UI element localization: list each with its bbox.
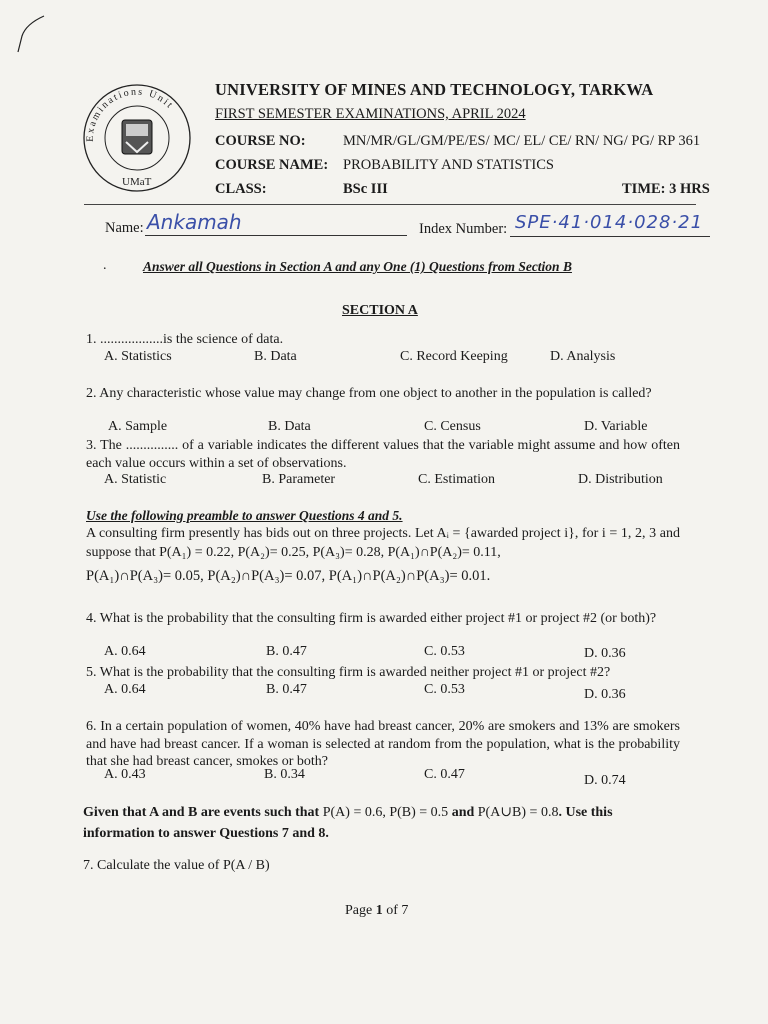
q5-option-a: A. 0.64 <box>104 682 146 697</box>
q6-option-c: C. 0.47 <box>424 767 465 782</box>
q5-option-d: D. 0.36 <box>584 687 626 702</box>
course-name-value: PROBABILITY AND STATISTICS <box>343 157 554 173</box>
header-divider <box>84 204 696 205</box>
q1-option-b: B. Data <box>254 349 297 364</box>
page-prefix: Page <box>345 903 376 918</box>
q3-option-d: D. Distribution <box>578 472 663 487</box>
q2-option-c: C. Census <box>424 419 481 434</box>
given-text-b: and <box>448 805 478 820</box>
course-name-label: COURSE NAME: <box>215 157 329 173</box>
course-name-row <box>215 157 554 174</box>
q1-option-a: A. Statistics <box>104 349 172 364</box>
university-title: UNIVERSITY OF MINES AND TECHNOLOGY, TARKWA <box>215 80 654 99</box>
exam-time: TIME: 3 HRS <box>622 181 710 197</box>
q2-option-a: A. Sample <box>108 419 168 434</box>
given-text-a: Given that A and B are events such that <box>83 805 323 820</box>
q4-option-b: B. 0.47 <box>266 644 307 659</box>
q2-option-b: B. Data <box>268 419 311 434</box>
question-3: 3. The ............... of a variable indicates the different values that the variable might assume and how often each value occurs within a set of observations. <box>86 438 680 471</box>
given-text-c: . Use this information to answer Questions 7 and 8. <box>83 805 613 841</box>
q6-option-b: B. 0.34 <box>264 767 305 782</box>
class-value: BSc III <box>343 181 388 197</box>
question-1: 1. ..................is the science of data. <box>86 332 284 347</box>
class-label: CLASS: <box>215 181 267 197</box>
course-no-value: MN/MR/GL/GM/PE/ES/ MC/ EL/ CE/ RN/ NG/ PG/ RP 361 <box>343 133 701 149</box>
q2-option-d: D. Variable <box>584 419 648 434</box>
question-5: 5. What is the probability that the consulting firm is awarded neither project #1 or project #2? <box>86 665 611 680</box>
q5-option-b: B. 0.47 <box>266 682 307 697</box>
given-math-b: P(A∪B) = 0.8 <box>477 805 559 820</box>
q6-option-a: A. 0.43 <box>104 767 146 782</box>
instructions: Answer all Questions in Section A and any One (1) Questions from Section B <box>143 259 572 274</box>
index-number-label: Index Number: <box>419 221 508 237</box>
svg-text:Examinations Unit: Examinations Unit <box>84 86 176 142</box>
page-footer <box>345 903 408 919</box>
given-statement <box>83 802 683 844</box>
q1-option-d: D. Analysis <box>550 349 616 364</box>
course-no-row <box>215 133 700 150</box>
svg-text:UMaT: UMaT <box>122 176 152 188</box>
question-2: 2. Any characteristic whose value may change from one object to another in the population is called? <box>86 386 652 401</box>
section-title: SECTION A <box>342 303 418 318</box>
question-4: 4. What is the probability that the consulting firm is awarded either project #1 or project #2 (or both)? <box>86 611 657 626</box>
q3-option-b: B. Parameter <box>262 472 336 487</box>
class-row <box>215 181 388 198</box>
q3-option-a: A. Statistic <box>104 472 167 487</box>
q6-option-d: D. 0.74 <box>584 773 626 788</box>
preamble-text: A consulting firm presently has bids out on three projects. Let Aᵢ = {awarded project i}, for i = 1, 2, 3 and suppose that P(A₁) = 0.22, P(A₂)= 0.25, P(A₃)= 0.28, P(A₁)∩P(A₂)= 0.11, <box>86 526 680 560</box>
q3-option-c: C. Estimation <box>418 472 495 487</box>
index-number-underline <box>510 236 710 237</box>
preamble-equation: P(A₁)∩P(A₃)= 0.05, P(A₂)∩P(A₃)= 0.07, P(A₁)∩P(A₂)∩P(A₃)= 0.01. <box>86 568 491 584</box>
preamble-title: Use the following preamble to answer Questions 4 and 5. <box>86 508 403 523</box>
q1-option-c: C. Record Keeping <box>400 349 508 364</box>
examinations-unit-seal <box>82 82 192 194</box>
name-underline <box>145 235 407 236</box>
q4-option-d: D. 0.36 <box>584 646 626 661</box>
given-math-a: P(A) = 0.6, P(B) = 0.5 <box>322 805 449 820</box>
course-no-label: COURSE NO: <box>215 133 306 149</box>
name-value: Ankamah <box>147 210 242 234</box>
page-suffix: of 7 <box>382 903 409 918</box>
q5-option-c: C. 0.53 <box>424 682 465 697</box>
index-number-value: SPE·41·014·028·21 <box>515 212 704 233</box>
exam-title: FIRST SEMESTER EXAMINATIONS, APRIL 2024 <box>215 106 526 122</box>
stray-dot: . <box>103 258 107 273</box>
q4-option-c: C. 0.53 <box>424 644 465 659</box>
name-label: Name: <box>105 220 144 236</box>
pen-stroke-mark <box>14 14 54 54</box>
question-7: 7. Calculate the value of P(A / B) <box>83 858 270 873</box>
q4-option-a: A. 0.64 <box>104 644 146 659</box>
question-6: 6. In a certain population of women, 40% have had breast cancer, 20% are smokers and 13% are smokers and have had breast cancer. If a woman is selected at random from the population, what is the probability that she had breast cancer, smokes or both? <box>86 719 680 769</box>
page-number: 1 <box>375 903 383 918</box>
